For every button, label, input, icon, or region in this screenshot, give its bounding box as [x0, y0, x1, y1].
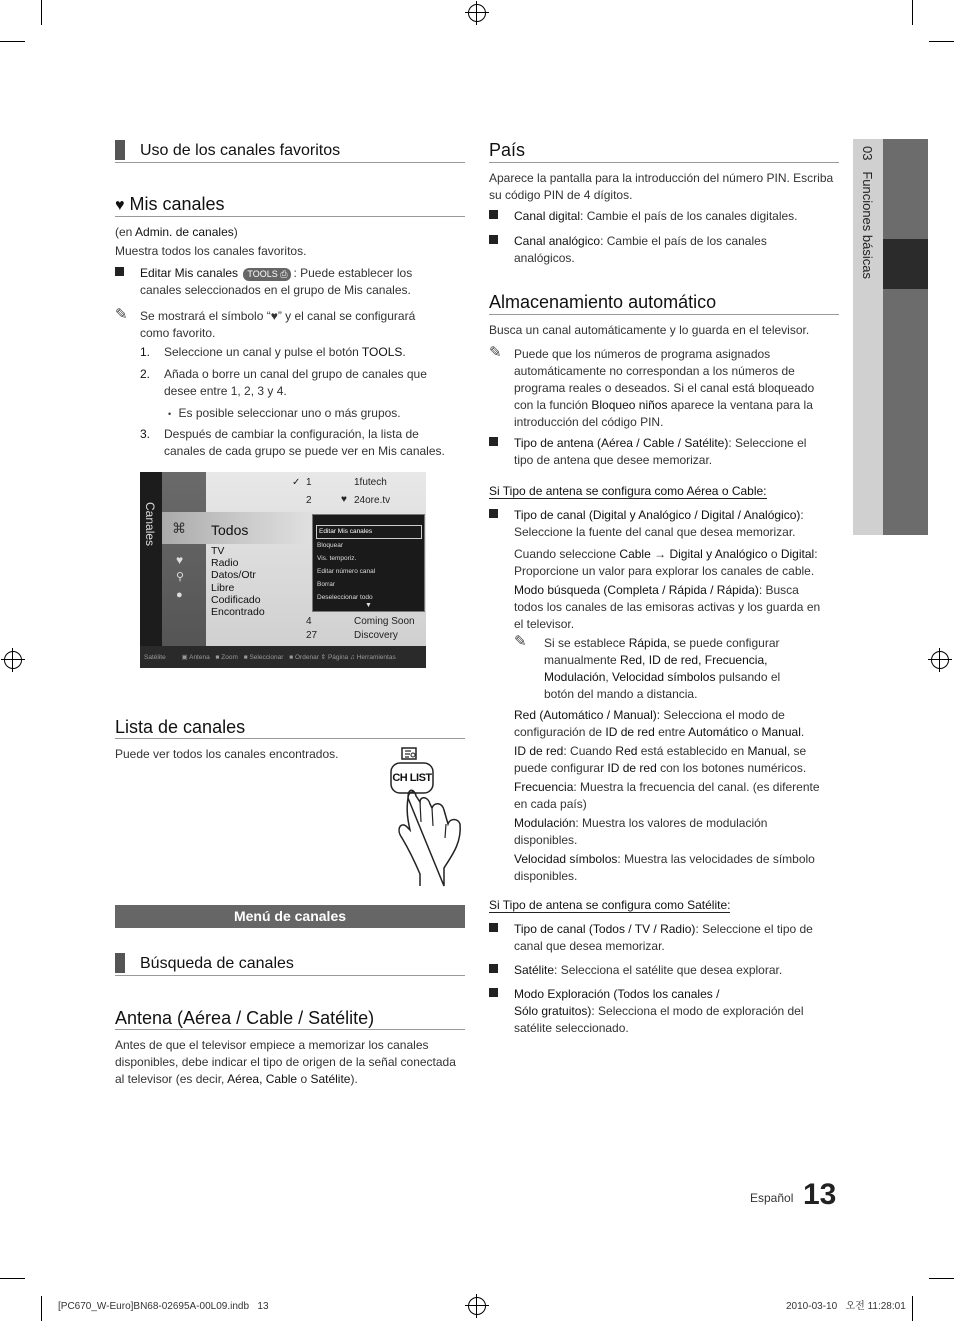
tv-todos: Todos — [211, 522, 249, 538]
remote-hand-illustration — [386, 746, 466, 888]
crop-mark — [912, 0, 913, 25]
modulacion-text: Modulación: Muestra los valores de modulación disponibles. — [514, 816, 768, 848]
side-tab-dark — [883, 139, 928, 535]
bullet-square-icon — [489, 988, 498, 997]
registration-mark-icon — [468, 1297, 486, 1315]
tv-row-name: 24ore.tv — [354, 495, 391, 506]
antena-text: Antes de que el televisor empiece a memorizar los canales disponibles, debe indicar el tipo de origen de la señal conectada al televisor (es decir, Aérea, Cable o Satélite). — [115, 1038, 456, 1087]
rapida-note: Si se establece Rápida, se puede configurar manualmente Red, ID de red, Frecuencia, Modulación, Velocidad símbolos pulsando el botón del mando a distancia. — [544, 636, 781, 702]
tv-row-name: Coming Soon — [354, 616, 415, 627]
heading-block — [115, 953, 125, 973]
aerea-heading: Si Tipo de antena se configura como Aérea o Cable: — [489, 484, 767, 498]
bullet-square-icon — [115, 267, 124, 276]
tv-tools-menu — [312, 514, 425, 612]
side-tab-label: 03 Funciones básicas — [860, 146, 875, 279]
almacenamiento-title: Almacenamiento automático — [489, 292, 717, 312]
crop-mark — [929, 1278, 954, 1279]
note-text: Se mostrará el símbolo “♥” y el canal se configurará como favorito. — [140, 309, 416, 341]
footer-lang: Español — [750, 1191, 794, 1205]
tv-row-name: 1futech — [354, 477, 387, 488]
antena-title: Antena (Aérea / Cable / Satélite) — [115, 1008, 375, 1028]
mis-canales-line1: (en Admin. de canales) — [115, 225, 238, 239]
satellite-icon: ⚲ — [176, 571, 185, 583]
bullet-square-icon — [489, 923, 498, 932]
tv-row-name: Discovery — [354, 630, 398, 641]
registration-mark-icon — [931, 651, 949, 669]
step-3: 3. Después de cambiar la configuración, la lista de canales de cada grupo se puede ver en Mis canales. — [140, 427, 445, 459]
pais-title: País — [489, 140, 526, 160]
heart-icon: ♥ — [115, 197, 125, 214]
hand-icon — [386, 746, 466, 888]
lista-text: Puede ver todos los canales encontrados. — [115, 747, 339, 761]
registration-mark-icon — [468, 4, 486, 22]
bullet-square-icon — [489, 964, 498, 973]
divider — [115, 975, 465, 976]
list-item: Satélite: Selecciona el satélite que desea explorar. — [489, 962, 839, 979]
crop-mark — [41, 0, 42, 25]
crop-mark — [0, 1278, 25, 1279]
velocidad-text: Velocidad símbolos: Muestra las velocidades de símbolo disponibles. — [514, 852, 815, 884]
divider — [489, 314, 839, 315]
side-tab-active — [883, 239, 928, 289]
step-1: 1. Seleccione un canal y pulse el botón TOOLS. — [140, 345, 406, 359]
fav-heading — [115, 138, 465, 164]
tv-footer: Satélite ▣ Antena ■ Zoom ■ Seleccionar ■ Ordenar ⇕ Página ♫ Herramientas — [140, 648, 426, 668]
crop-mark — [912, 1296, 913, 1321]
modo-busqueda-text: Modo búsqueda (Completa / Rápida / Rápida): Busca todos los canales de las emisoras activas y los guarda en el televisor. — [514, 583, 821, 632]
cable-text: Cuando seleccione Cable → Digital y Analógico o Digital: Proporcione un valor para explorar los canales de cable. — [514, 547, 818, 579]
tv-row-num: 27 — [306, 630, 318, 641]
almac-note: Puede que los números de programa asignados automáticamente no correspondan a los números de programa reales o deseados. Si el canal está bloqueado con la función Bloqueo niños aparece la ventana para la introducción del código PIN. — [514, 347, 815, 430]
list-item: Canal analógico: Cambie el país de los canales analógicos. — [489, 233, 839, 267]
heart-icon: ♥ — [341, 494, 347, 505]
divider — [115, 738, 465, 739]
chevron-down-icon: ▼ — [365, 602, 372, 610]
ch-list-label: CH LIST — [392, 772, 432, 784]
bullet-square-icon — [489, 210, 498, 219]
id-red-text: ID de red: Cuando Red está establecido en Manual, se puede configurar ID de red con los botones numéricos. — [514, 744, 807, 776]
tv-row-num: 2 — [306, 495, 312, 506]
crop-mark — [929, 41, 954, 42]
busqueda-heading: Búsqueda de canales — [115, 951, 465, 977]
tv-row-num: 1 — [306, 477, 312, 488]
mis-canales-title: ♥ Mis canales — [115, 194, 225, 214]
list-item: Tipo de canal (Todos / TV / Radio): Seleccione el tipo de canal que desea memorizar. — [489, 921, 839, 955]
list-item: Canal digital: Cambie el país de los canales digitales. — [489, 208, 839, 225]
pencil-note-icon: ✎ — [115, 306, 128, 323]
crop-mark — [0, 41, 25, 42]
divider — [115, 162, 465, 163]
tv-menu-item: Editar número canal — [317, 568, 376, 575]
divider — [489, 162, 839, 163]
page-number: 13 — [803, 1178, 837, 1211]
checkmark-icon: ✓ — [292, 477, 301, 488]
mis-canales-line2: Muestra todos los canales favoritos. — [115, 244, 307, 258]
list-item: Editar Mis canales TOOLS ⎙ : Puede establecer los canales seleccionados en el grupo de Mis canales. — [115, 265, 465, 299]
divider — [115, 216, 465, 217]
divider — [115, 1029, 465, 1030]
registration-mark-icon — [4, 651, 22, 669]
tv-menu-item: Vis. temporiz. — [317, 555, 357, 562]
red-text: Red (Automático / Manual): Selecciona el modo de configuración de ID de red entre Automático o Manual. — [514, 708, 805, 740]
footer-file: [PC670_W-Euro]BN68-02695A-00L09.indb 13 — [58, 1301, 269, 1312]
bullet-square-icon — [489, 437, 498, 446]
bullet-square-icon — [489, 235, 498, 244]
lista-title: Lista de canales — [115, 717, 246, 737]
bullet-square-icon — [489, 509, 498, 518]
frecuencia-text: Frecuencia: Muestra la frecuencia del canal. (es diferente en cada país) — [514, 780, 820, 812]
pencil-note-icon: ✎ — [514, 633, 527, 650]
crop-mark — [41, 1296, 42, 1321]
bullet-dot-icon: • — [168, 409, 172, 419]
list-item: Tipo de canal (Digital y Analógico / Digital / Analógico): Seleccione la fuente del canal que desea memorizar. — [489, 507, 839, 541]
tv-menu-item: Editar Mis canales — [316, 525, 422, 539]
almac-intro: Busca un canal automáticamente y lo guarda en el televisor. — [489, 323, 810, 337]
globe-icon: ● — [176, 589, 183, 601]
menu-de-canales-bar: Menú de canales — [115, 905, 465, 928]
list-item: Tipo de antena (Aérea / Cable / Satélite): Seleccione el tipo de antena que desee memorizar. — [489, 435, 839, 469]
tv-menu-item: Borrar — [317, 581, 336, 588]
heading-block — [115, 140, 125, 160]
pencil-note-icon: ✎ — [489, 344, 502, 361]
step-2-sub: • Es posible seleccionar uno o más grupos. — [168, 406, 401, 420]
tv-row-num: 4 — [306, 616, 312, 627]
tv-side-label: Canales — [143, 502, 157, 547]
tv-menu-item: Bloquear — [317, 542, 344, 549]
pais-text: Aparece la pantalla para la introducción del número PIN. Escriba su código PIN de 4 dígitos. — [489, 171, 834, 203]
tools-icon: TOOLS ⎙ — [243, 268, 291, 281]
heart-icon: ♥ — [176, 553, 184, 567]
tv-screenshot — [140, 472, 426, 668]
list-item: Modo Exploración (Todos los canales / Sólo gratuitos): Selecciona el modo de exploración del satélite seleccionado. — [489, 986, 839, 1037]
tv-side-panel — [140, 472, 162, 646]
tv-icon-panel — [162, 472, 206, 646]
satelite-heading: Si Tipo de antena se configura como Satélite: — [489, 898, 731, 912]
step-2: 2. Añada o borre un canal del grupo de canales que desee entre 1, 2, 3 y 4. — [140, 367, 427, 399]
footer-date: 2010-03-10 오전 11:28:01 — [786, 1301, 906, 1312]
fav-heading-text: Uso de los canales favoritos — [140, 142, 341, 159]
tv-menu-item: Deseleccionar todo — [317, 594, 373, 601]
antenna-icon: ⌘ — [172, 520, 186, 536]
tv-categories: TV Radio Datos/Otr Libre Codificado Encontrado — [211, 545, 265, 619]
